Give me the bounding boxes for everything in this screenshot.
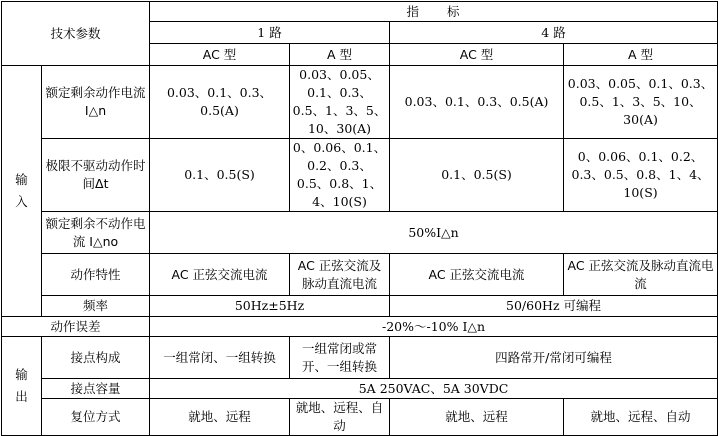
- limit-nondrive-r4-a: 0、0.06、0.1、0.2、0.3、0.5、0.8、1、4、10(S): [564, 139, 718, 212]
- input-label-char-1: 输: [15, 172, 28, 187]
- rated-nonoperating-label: 额定剩余不动作电流 I△no: [42, 212, 150, 254]
- limit-nondrive-r1-a: 0、0.06、0.1、0.2、0.3、0.5、0.8、1、4、10(S): [290, 139, 390, 212]
- action-char-r1-a: AC 正弦交流及脉动直流电流: [290, 254, 390, 296]
- rated-nonoperating-value: 50%I△n: [150, 212, 718, 254]
- rated-residual-r4-ac: 0.03、0.1、0.3、0.5(A): [390, 66, 564, 139]
- output-label-char-2: 出: [15, 389, 28, 404]
- rated-residual-r4-a: 0.03、0.05、0.1、0.3、0.5、1、3、5、10、30(A): [564, 66, 718, 139]
- header-route4-a-type: A 型: [564, 44, 718, 66]
- rated-residual-r1-a: 0.03、0.05、0.1、0.3、0.5、1、3、5、10、30(A): [290, 66, 390, 139]
- output-label-char-1: 输: [15, 367, 28, 382]
- header-route4-ac-type: AC 型: [390, 44, 564, 66]
- frequency-label: 频率: [42, 296, 150, 317]
- action-char-r4-ac: AC 正弦交流电流: [390, 254, 564, 296]
- contact-config-r4: 四路常开/常闭可编程: [390, 337, 718, 379]
- action-error-value: -20%～-10% I△n: [150, 317, 718, 337]
- input-group-label: [2, 66, 42, 317]
- reset-mode-label: 复位方式: [42, 399, 150, 436]
- frequency-r4: 50/60Hz 可编程: [390, 296, 718, 317]
- action-char-r1-ac: AC 正弦交流电流: [150, 254, 290, 296]
- limit-nondrive-r4-ac: 0.1、0.5(S): [390, 139, 564, 212]
- frequency-r1: 50Hz±5Hz: [150, 296, 390, 317]
- action-char-r4-a: AC 正弦交流及脉动直流电流: [564, 254, 718, 296]
- rated-residual-r1-ac: 0.03、0.1、0.3、0.5(A): [150, 66, 290, 139]
- rated-residual-label: 额定剩余动作电流 I△n: [42, 66, 150, 139]
- output-group-label: [2, 337, 42, 436]
- header-route-1: 1 路: [150, 22, 390, 44]
- contact-config-label: 接点构成: [42, 337, 150, 379]
- reset-mode-r4-a: 就地、远程、自动: [564, 399, 718, 436]
- reset-mode-r4-ac: 就地、远程: [390, 399, 564, 436]
- limit-nondrive-r1-ac: 0.1、0.5(S): [150, 139, 290, 212]
- header-route1-a-type: A 型: [290, 44, 390, 66]
- header-route-4: 4 路: [390, 22, 718, 44]
- header-route1-ac-type: AC 型: [150, 44, 290, 66]
- reset-mode-r1-ac: 就地、远程: [150, 399, 290, 436]
- contact-config-r1-ac: 一组常闭、一组转换: [150, 337, 290, 379]
- input-label-char-2: 入: [15, 194, 28, 209]
- contact-capacity-value: 5A 250VAC、5A 30VDC: [150, 379, 718, 399]
- reset-mode-r1-a: 就地、远程、自动: [290, 399, 390, 436]
- action-char-label: 动作特性: [42, 254, 150, 296]
- contact-capacity-label: 接点容量: [42, 379, 150, 399]
- limit-nondrive-label: 极限不驱动动作时间Δt: [42, 139, 150, 212]
- header-tech-params: 技术参数: [2, 2, 150, 66]
- action-error-label: 动作误差: [2, 317, 150, 337]
- spec-table: [1, 1, 718, 436]
- header-indicators: 指 标: [150, 2, 718, 22]
- contact-config-r1-a: 一组常闭或常开、一组转换: [290, 337, 390, 379]
